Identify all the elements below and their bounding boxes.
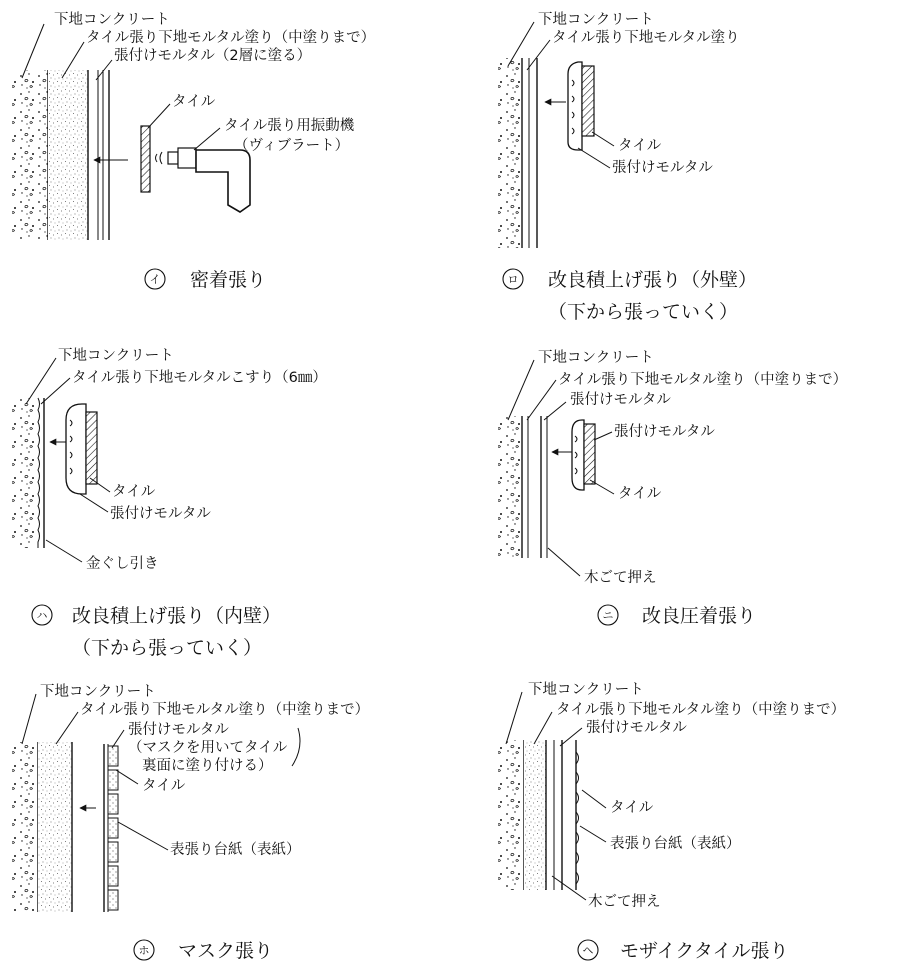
panel-i xyxy=(12,11,375,291)
label-base: 下地コンクリート xyxy=(528,682,644,698)
panel-mark: ロ xyxy=(507,273,519,286)
label-comb: 金ぐし引き xyxy=(86,556,159,572)
label-tile: タイル xyxy=(610,800,654,816)
caption: モザイクタイル張り xyxy=(620,940,789,962)
label-trowel: 木ごて押え xyxy=(588,894,661,910)
base-concrete xyxy=(12,398,38,548)
caption: 改良圧着張り xyxy=(642,605,757,627)
label-mask-note-1: （マスクを用いてタイル xyxy=(128,740,288,756)
caption-line-2: （下から張っていく） xyxy=(548,301,739,323)
panel-ro xyxy=(498,11,757,323)
panel-mark: ハ xyxy=(36,609,48,622)
caption: マスク張り xyxy=(178,940,274,962)
under-mortar xyxy=(38,742,72,912)
label-paste: 張付けモルタル（2層に塗る） xyxy=(114,48,312,64)
base-concrete xyxy=(12,742,38,912)
under-mortar xyxy=(524,740,546,890)
label-mask-note-2: 裏面に塗り付ける） xyxy=(142,758,273,774)
panel-mark: ホ xyxy=(138,944,150,957)
panel-he xyxy=(498,681,845,962)
panel-mark: ヘ xyxy=(582,944,594,957)
label-under: タイル張り下地モルタルこすり（6㎜） xyxy=(72,370,327,386)
caption: 改良積上げ張り（外壁） xyxy=(548,269,758,291)
label-vibrator-name: （ヴィブラート） xyxy=(234,138,350,154)
label-paste-wall: 張付けモルタル xyxy=(570,392,671,408)
panel-mark: ニ xyxy=(602,609,614,622)
panel-ho xyxy=(12,683,369,962)
label-base: 下地コンクリート xyxy=(58,348,174,364)
base-concrete xyxy=(498,740,524,890)
label-under: タイル張り下地モルタル塗り（中塗りまで） xyxy=(86,30,376,46)
tile-shape xyxy=(584,424,595,484)
panel-ha xyxy=(12,347,327,659)
label-under: タイル張り下地モルタル塗り（中塗りまで） xyxy=(558,372,848,388)
vibration-waves-icon xyxy=(156,152,163,164)
label-base: 下地コンクリート xyxy=(40,684,156,700)
tile-shape xyxy=(582,66,594,136)
label-paste: 張付けモルタル xyxy=(612,160,713,176)
label-under: タイル張り下地モルタル塗り xyxy=(552,30,740,46)
label-base: 下地コンクリート xyxy=(538,12,654,28)
panel-mark: イ xyxy=(149,273,161,286)
label-tile: タイル xyxy=(618,486,662,502)
label-trowel: 木ごて押え xyxy=(584,570,657,586)
base-concrete xyxy=(12,70,48,240)
label-sheet: 表張り台紙（表紙） xyxy=(170,842,301,858)
base-concrete xyxy=(498,416,522,558)
label-base: 下地コンクリート xyxy=(54,12,170,28)
caption-line-2: （下から張っていく） xyxy=(72,637,263,659)
label-paste: 張付けモルタル xyxy=(128,722,229,738)
tile-shape xyxy=(86,412,97,484)
caption: 密着張り xyxy=(190,269,267,291)
label-vibrator: タイル張り用振動機 xyxy=(224,118,355,134)
label-tile: タイル xyxy=(112,484,156,500)
label-tile: タイル xyxy=(618,138,662,154)
under-mortar xyxy=(48,70,88,240)
label-paste: 張付けモルタル xyxy=(110,506,211,522)
base-concrete xyxy=(498,58,522,248)
label-paste: 張付けモルタル xyxy=(586,720,687,736)
label-tile: タイル xyxy=(142,778,186,794)
label-base: 下地コンクリート xyxy=(538,350,654,366)
tile-shape xyxy=(141,126,150,192)
label-under: タイル張り下地モルタル塗り（中塗りまで） xyxy=(556,702,846,718)
panel-ni xyxy=(498,349,847,627)
label-paste-tile: 張付けモルタル xyxy=(614,424,715,440)
label-tile: タイル xyxy=(172,94,216,110)
label-under: タイル張り下地モルタル塗り（中塗りまで） xyxy=(80,702,370,718)
caption: 改良積上げ張り（内壁） xyxy=(72,605,282,627)
vibrator-icon xyxy=(168,148,250,212)
label-sheet: 表張り台紙（表紙） xyxy=(610,836,741,852)
